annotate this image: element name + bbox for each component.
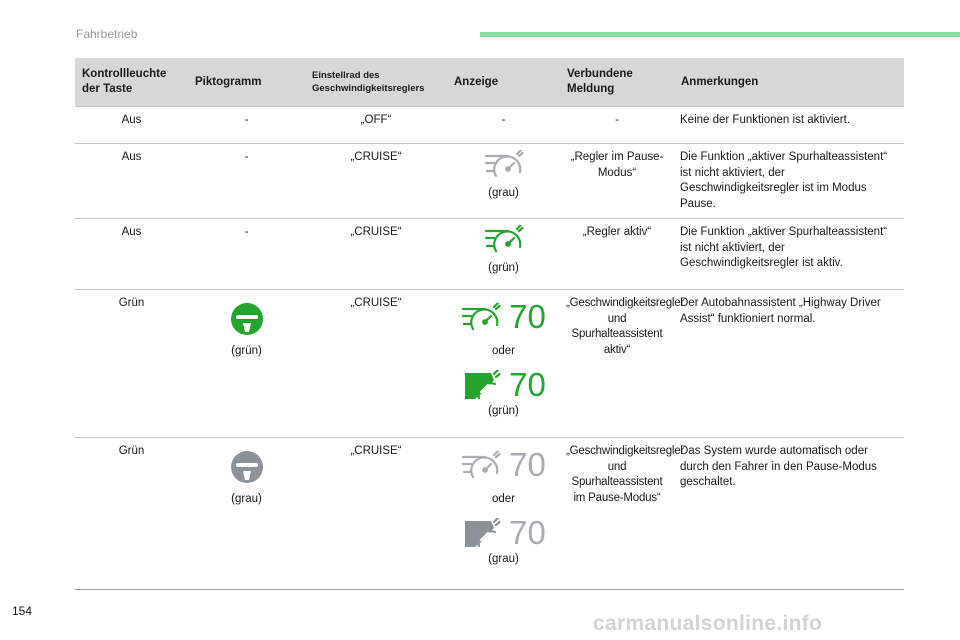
cell-display — [447, 219, 560, 290]
display-caption: (grau) — [488, 187, 519, 199]
or-label: oder — [491, 345, 516, 357]
table-row — [75, 144, 904, 219]
cell-display: - — [447, 107, 560, 144]
cell-display — [447, 438, 560, 590]
cruise-control-filled-icon — [461, 518, 501, 548]
set-speed-value: 70 — [509, 298, 546, 335]
cell-message: - — [560, 107, 674, 144]
table-row — [75, 219, 904, 290]
column-header: Anzeige — [447, 58, 560, 107]
set-speed-value: 70 — [509, 446, 546, 483]
cell-wheel: „CRUISE“ — [305, 438, 447, 590]
cell-message: „Regler aktiv“ — [560, 219, 674, 290]
table-row — [75, 290, 904, 438]
steering-wheel-icon — [230, 302, 264, 336]
cruise-control-table — [75, 58, 904, 590]
display-caption: (grün) — [488, 404, 519, 417]
cell-remarks: Das System wurde automatisch oder durch den Fahrer in den Pause-Modus geschaltet. — [674, 438, 904, 590]
cell-light: Grün — [75, 438, 188, 590]
cell-message: „Geschwindigkeitsregler und Spurhalteassistent im Pause-Modus“ — [560, 438, 674, 590]
cell-pictogram: - — [188, 219, 305, 290]
cruise-control-filled-icon — [461, 370, 501, 400]
pictogram-caption: (grau) — [231, 493, 262, 505]
cell-wheel: „CRUISE“ — [305, 290, 447, 438]
display-caption: (grün) — [488, 262, 519, 274]
cell-pictogram — [188, 290, 305, 438]
table-header-row — [75, 58, 904, 107]
cell-light: Aus — [75, 107, 188, 144]
cruise-control-icon — [484, 150, 524, 178]
cell-display — [447, 290, 560, 438]
cell-pictogram: - — [188, 144, 305, 219]
cell-light: Grün — [75, 290, 188, 438]
column-header: Anmerkungen — [674, 58, 904, 107]
cell-display — [447, 144, 560, 219]
column-header: Kontrollleuchte der Taste — [75, 58, 188, 107]
table-row — [75, 438, 904, 590]
cell-message: „Geschwindigkeitsregler und Spurhalteassistent aktiv“ — [560, 290, 674, 438]
set-speed-value: 70 — [509, 365, 546, 403]
cruise-control-icon — [461, 451, 501, 479]
column-header: Piktogramm — [188, 58, 305, 107]
cell-remarks: Die Funktion „aktiver Spurhalteassistent“ ist nicht aktiviert, der Geschwindigkeitsregler ist aktiv. — [674, 219, 904, 290]
cell-pictogram — [188, 438, 305, 590]
page-number: 154 — [12, 604, 33, 618]
section-title: Fahrbetrieb — [76, 27, 138, 41]
cell-light: Aus — [75, 219, 188, 290]
cell-wheel: „CRUISE“ — [305, 144, 447, 219]
cell-message: „Regler im Pause-Modus“ — [560, 144, 674, 219]
pictogram-caption: (grün) — [231, 345, 262, 357]
section-accent-bar — [480, 32, 960, 37]
cell-light: Aus — [75, 144, 188, 219]
cruise-control-icon — [484, 225, 524, 253]
cell-pictogram: - — [188, 107, 305, 144]
or-label: oder — [491, 493, 516, 505]
cell-wheel: „CRUISE“ — [305, 219, 447, 290]
watermark: carmanualsonline.info — [593, 612, 823, 635]
column-header: Verbundene Meldung — [560, 58, 674, 107]
table-row — [75, 107, 904, 144]
cell-wheel: „OFF“ — [305, 107, 447, 144]
display-caption: (grau) — [488, 552, 519, 565]
cell-remarks: Keine der Funktionen ist aktiviert. — [674, 107, 904, 144]
cell-remarks: Der Autobahnassistent „Highway Driver Assist“ funktioniert normal. — [674, 290, 904, 438]
column-header: Einstellrad des Geschwindigkeitsreglers — [305, 58, 447, 107]
cell-remarks: Die Funktion „aktiver Spurhalteassistent“ ist nicht aktiviert, der Geschwindigkeitsregler ist im Modus Pause. — [674, 144, 904, 219]
steering-wheel-icon — [230, 450, 264, 484]
set-speed-value: 70 — [509, 513, 546, 551]
cruise-control-icon — [461, 303, 501, 331]
